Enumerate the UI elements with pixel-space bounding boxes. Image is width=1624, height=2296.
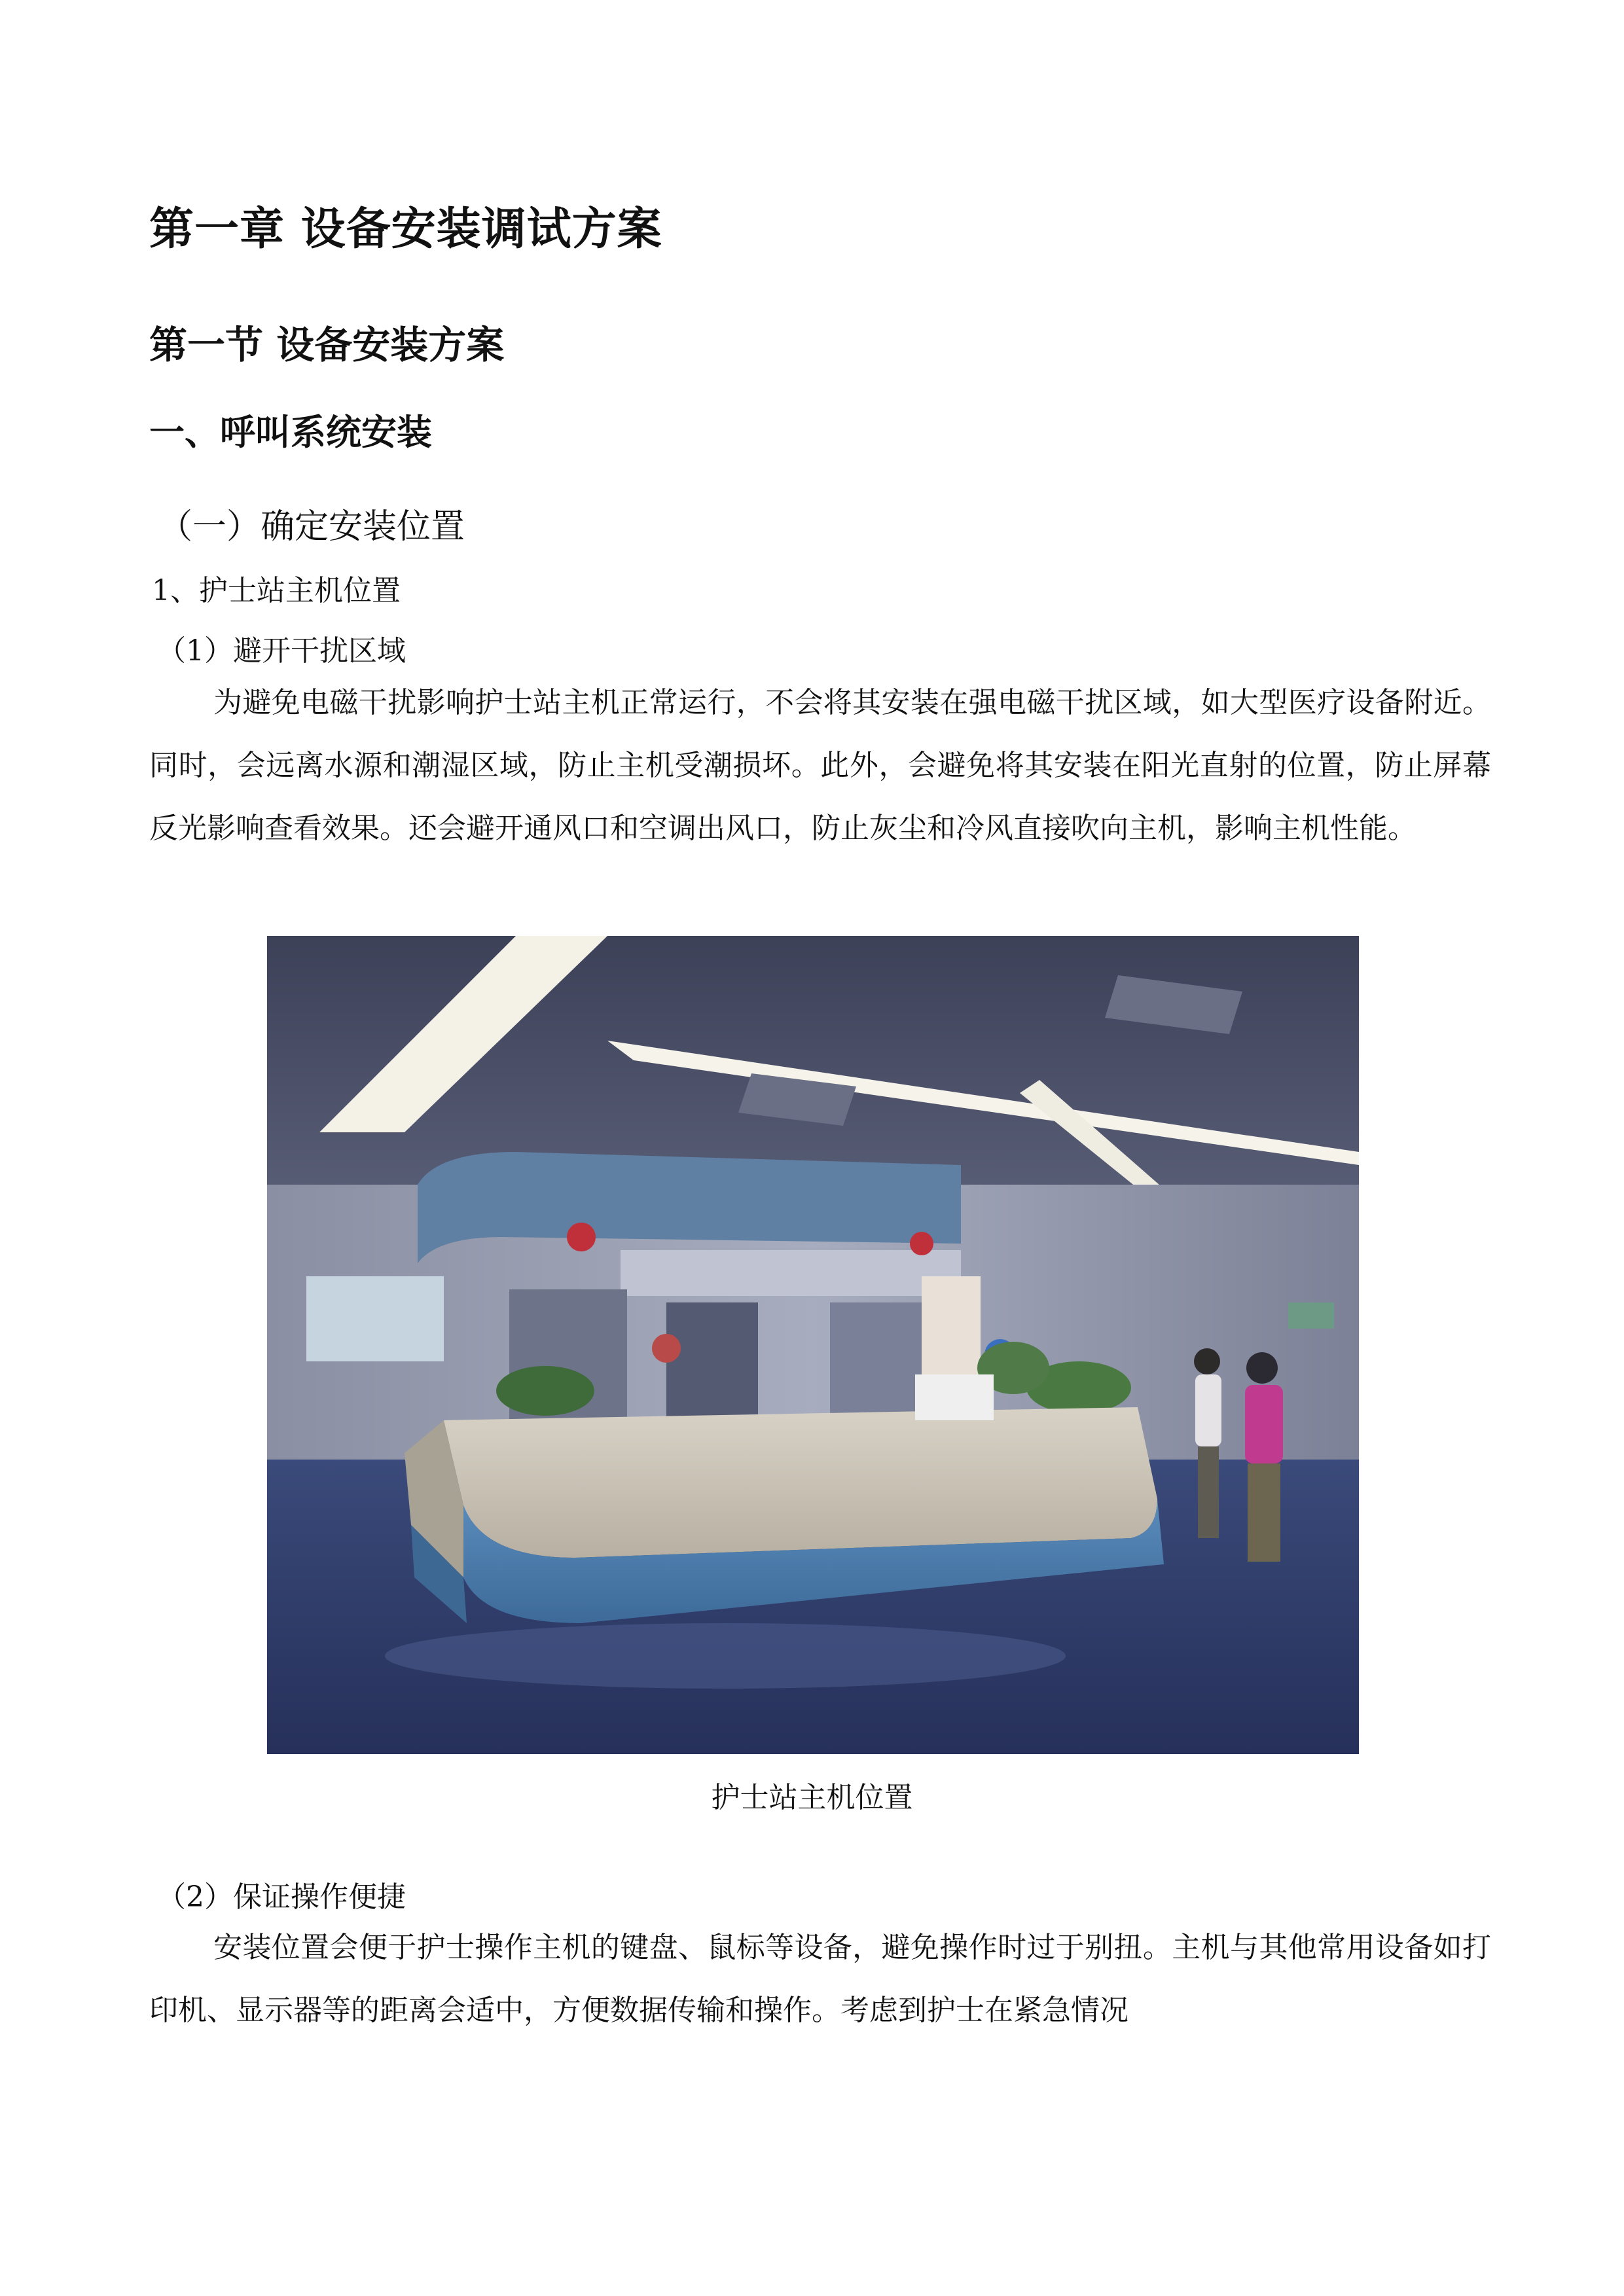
subpoint-1-title: （1）避开干扰区域 (157, 634, 406, 668)
section-title: 第一节 设备安装方案 (149, 323, 505, 367)
point-title: 1、护士站主机位置 (152, 574, 401, 607)
nurse-station-photo (267, 936, 1359, 1754)
paragraph-1: 为避免电磁干扰影响护士站主机正常运行，不会将其安装在强电磁干扰区域，如大型医疗设备附近。同时，会远离水源和潮湿区域，防止主机受潮损坏。此外，会避免将其安装在阳光直射的位置，防止屏幕反光影响查看效果。还会避开通风口和空调出风口，防止灰尘和冷风直接吹向主机，影响主机性能。 (149, 686, 1491, 845)
paragraph-2: 安装位置会便于护士操作主机的键盘、鼠标等设备，避免操作时过于别扭。主机与其他常用设备如打印机、显示器等的距离会适中，方便数据传输和操作。考虑到护士在紧急情况 (149, 1931, 1491, 2027)
chapter-title: 第一章 设备安装调试方案 (149, 204, 662, 255)
figure-caption: 护士站主机位置 (711, 1781, 913, 1814)
subsection-title: 一、呼叫系统安装 (149, 412, 432, 453)
subpoint-2-title: （2）保证操作便捷 (157, 1880, 406, 1914)
nurse-station-photo-illustration (267, 936, 1359, 1754)
item-title: （一）确定安装位置 (158, 507, 465, 547)
